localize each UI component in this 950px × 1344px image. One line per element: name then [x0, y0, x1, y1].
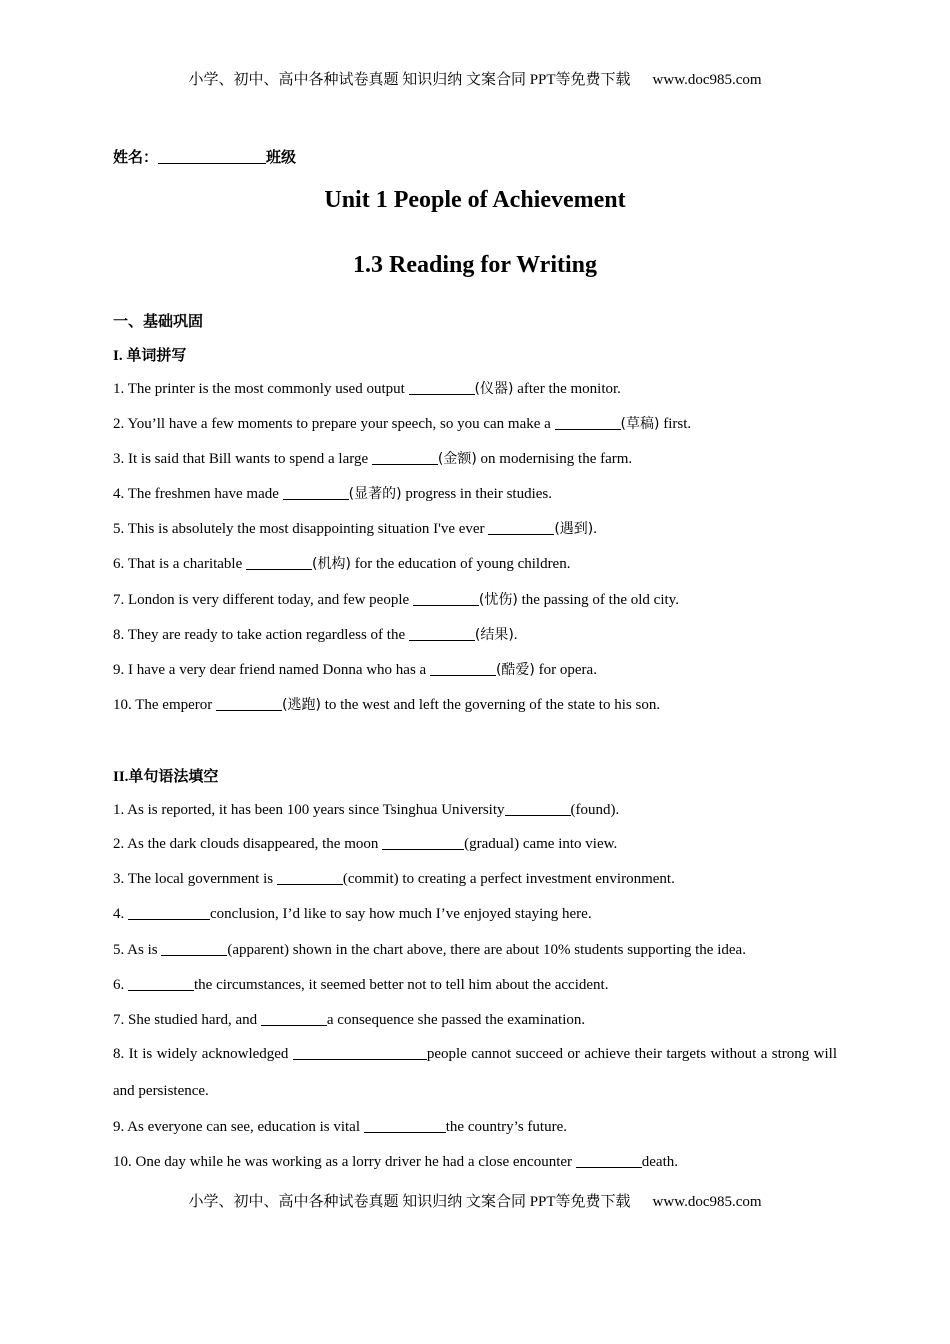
name-blank: [158, 149, 266, 164]
answer-blank[interactable]: [216, 696, 282, 711]
grammar-item: 6. the circumstances, it seemed better not to tell him about the accident.: [113, 977, 609, 993]
grammar-item: 4. conclusion, I’d like to say how much I’ve enjoyed staying here.: [113, 906, 592, 922]
answer-blank[interactable]: [246, 555, 312, 570]
vocab-item: 6. That is a charitable (机构) for the education of young children.: [113, 556, 571, 572]
part-heading: 一、基础巩固: [113, 314, 204, 330]
answer-blank[interactable]: [261, 1011, 327, 1026]
answer-blank[interactable]: [409, 380, 475, 395]
class-label: 班级: [266, 150, 297, 166]
page-header: [0, 68, 950, 89]
footer-text: 小学、初中、高中各种试卷真题 知识归纳 文案合同 PPT等免费下载: [188, 1194, 631, 1210]
answer-blank[interactable]: [364, 1118, 446, 1133]
answer-blank[interactable]: [488, 520, 554, 535]
header-site: www.doc985.com: [652, 72, 762, 88]
answer-blank[interactable]: [413, 591, 479, 606]
page-footer: [0, 1190, 950, 1211]
section2-heading: II.单句语法填空: [113, 769, 219, 785]
vocab-item: 5. This is absolutely the most disappointing situation I've ever (遇到).: [113, 521, 597, 537]
grammar-item: 2. As the dark clouds disappeared, the moon (gradual) came into view.: [113, 836, 618, 852]
grammar-item: 3. The local government is (commit) to creating a perfect investment environment.: [113, 871, 675, 887]
grammar-item: 10. One day while he was working as a lorry driver he had a close encounter death.: [113, 1154, 678, 1170]
vocab-item: 4. The freshmen have made (显著的) progress in their studies.: [113, 486, 553, 502]
answer-blank[interactable]: [382, 835, 464, 850]
grammar-item: 5. As is (apparent) shown in the chart above, there are about 10% students supporting the idea.: [113, 942, 746, 958]
grammar-item: 9. As everyone can see, education is vital the country’s future.: [113, 1119, 567, 1135]
answer-blank[interactable]: [409, 626, 475, 641]
name-class-line: [113, 146, 296, 167]
footer-site: www.doc985.com: [652, 1194, 762, 1210]
answer-blank[interactable]: [576, 1153, 642, 1168]
answer-blank[interactable]: [372, 450, 438, 465]
vocab-item: 2. You’ll have a few moments to prepare your speech, so you can make a (草稿) first.: [113, 416, 692, 432]
vocab-item: 3. It is said that Bill wants to spend a large (金额) on modernising the farm.: [113, 451, 633, 467]
answer-blank[interactable]: [293, 1045, 427, 1060]
grammar-item: 7. She studied hard, and a consequence she passed the examination.: [113, 1012, 586, 1028]
vocab-item: 10. The emperor (逃跑) to the west and left the governing of the state to his son.: [113, 697, 661, 713]
answer-blank[interactable]: [277, 870, 343, 885]
answer-blank[interactable]: [505, 801, 571, 816]
vocab-item: 1. The printer is the most commonly used output (仪器) after the monitor.: [113, 381, 621, 397]
vocab-item: 7. London is very different today, and few people (忧伤) the passing of the old city.: [113, 592, 679, 608]
answer-blank[interactable]: [555, 415, 621, 430]
lesson-title: 1.3 Reading for Writing: [352, 252, 598, 278]
unit-title: Unit 1 People of Achievement: [324, 187, 626, 213]
answer-blank[interactable]: [283, 485, 349, 500]
answer-blank[interactable]: [430, 661, 496, 676]
answer-blank[interactable]: [128, 905, 210, 920]
name-label: 姓名：: [113, 150, 159, 166]
header-text: 小学、初中、高中各种试卷真题 知识归纳 文案合同 PPT等免费下载: [188, 72, 631, 88]
vocab-item: 9. I have a very dear friend named Donna who has a (酷爱) for opera.: [113, 662, 597, 678]
answer-blank[interactable]: [128, 976, 194, 991]
grammar-item: 1. As is reported, it has been 100 years since Tsinghua University (found).: [113, 802, 620, 818]
grammar-item: 8. It is widely acknowledged people cannot succeed or achieve their targets without a strong will and persistence.: [113, 1046, 837, 1099]
section1-heading: I. 单词拼写: [113, 348, 187, 364]
vocab-item: 8. They are ready to take action regardless of the (结果).: [113, 627, 518, 643]
answer-blank[interactable]: [161, 941, 227, 956]
